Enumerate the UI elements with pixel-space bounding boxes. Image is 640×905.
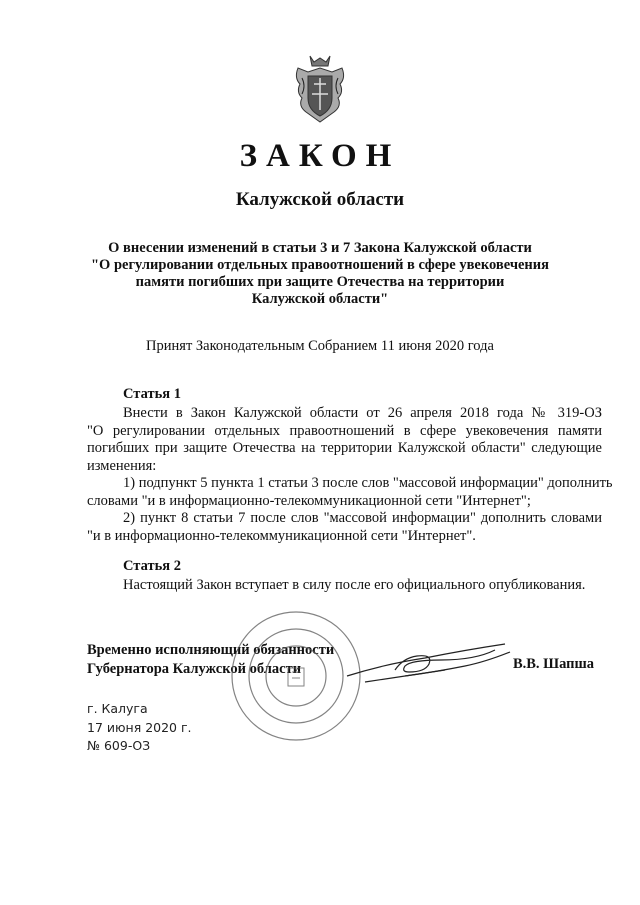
article-text-line: изменения:	[87, 457, 157, 474]
document-title: ЗАКОН	[239, 138, 401, 174]
article-text-line: 1) подпункт 5 пункта 1 статьи 3 после слов "массовой информации" дополнить	[123, 475, 613, 491]
subject-line: О внесении изменений в статьи 3 и 7 Закона Калужской области	[108, 240, 532, 256]
signatory-position-line: Губернатора Калужской области	[87, 660, 302, 677]
coat-of-arms-icon	[292, 54, 348, 126]
article-1-item-2	[87, 510, 602, 545]
footer-number: № 609-ОЗ	[87, 738, 151, 753]
article-text-line: "и в информационно-телекоммуникационной сети "Интернет".	[87, 527, 476, 544]
signatory-name: В.В. Шапша	[512, 656, 594, 672]
footer-city: г. Калуга	[87, 701, 148, 716]
document-footer	[87, 700, 192, 756]
subject-line: памяти погибших при защите Отечества на территории	[135, 274, 505, 290]
article-text-line: "О регулировании отдельных правоотношений в сфере увековечения памяти	[87, 422, 602, 439]
article-text-line: Внести в Закон Калужской области от 26 апреля 2018 года № 319-ОЗ	[123, 405, 602, 421]
subject-line: "О регулировании отдельных правоотношений в сфере увековечения	[91, 257, 549, 273]
subject-line: Калужской области"	[251, 291, 389, 307]
handwritten-signature	[345, 636, 515, 696]
article-2-text	[87, 577, 602, 595]
footer-date: 17 июня 2020 г.	[87, 719, 192, 735]
article-text-line: словами "и в информационно-телекоммуникационной сети "Интернет";	[87, 492, 531, 509]
article-1-item-1	[87, 475, 613, 510]
article-text-line: Настоящий Закон вступает в силу после его официального опубликования.	[123, 577, 586, 593]
article-1-heading: Статья 1	[123, 386, 181, 402]
article-1-intro	[87, 405, 602, 475]
article-2-heading: Статья 2	[123, 558, 181, 574]
document-region: Калужской области	[235, 189, 405, 210]
article-text-line: погибших при защите Отечества на территории Калужской области" следующие	[87, 440, 602, 456]
article-text-line: 2) пункт 8 статьи 7 после слов "массовой информации" дополнить словами	[123, 510, 602, 526]
adoption-note: Принят Законодательным Собранием 11 июня 2020 года	[146, 338, 494, 354]
signatory-position-line: Временно исполняющий обязанности	[87, 642, 335, 658]
document-subject	[80, 240, 560, 308]
